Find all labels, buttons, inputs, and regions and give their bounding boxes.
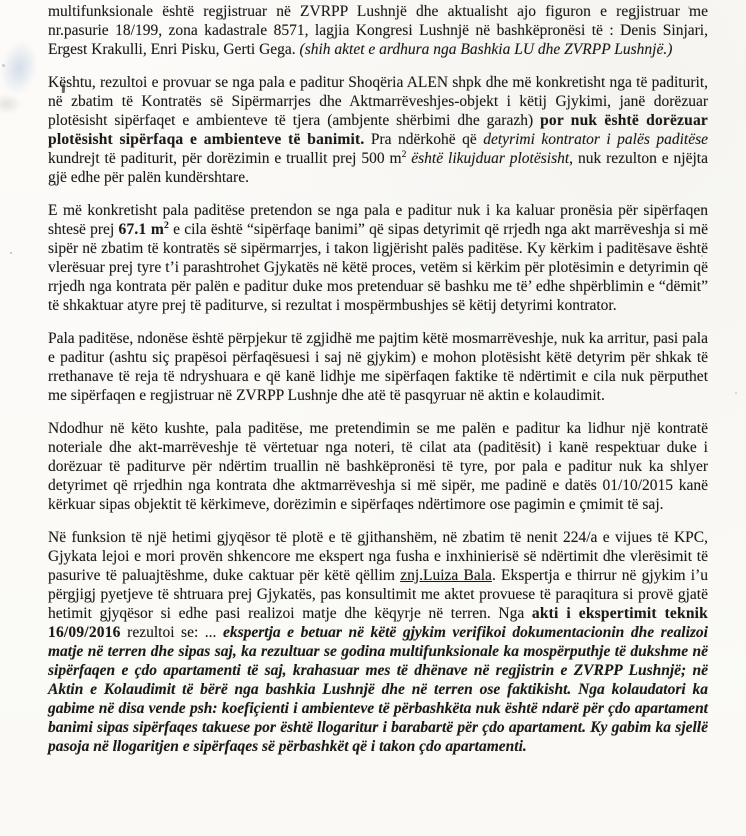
text-run: Kështu, rezultoi e provuar se nga pala e paditur Shoqëria ALEN shpk dhe më konkretisht nga të paditurit, në zbatim të Kontratës së Sipërmarrjes dhe Aktmarrëveshjes-objekt i këtij Gjykimi, janë dorëzuar plotësisht sipërfaqet e ambienteve të tjera (ambjente shërbimi dhe garazh) [48,74,708,129]
scan-speck [735,392,737,394]
text-run: e cila është “sipërfaqe banimi” që sipas detyrimit që rrjedh nga akt marrëveshja si më sipër në zbatim të kontratës së sipërmarrjes, i takon ligjërisht palës paditëse. Ky kërkim i paditësave është vlerësuar prej tyre t’i parashtrohet Gjykatës në këtë proces, vetëm si kërkim për plotësimin e detyrimin që rrjedh nga kontrata për palën e paditur duke mos pretenduar së bashku me të’ edhe shpërblimin e “dëmit” të shkaktuar atyre prej të paditurve, si rezultat i mospërmbushjes së këtij detyrimi kontrator. [48,221,708,314]
text-run: akti i ekspertimit teknik 16/09/2016 [48,605,708,641]
text-run: E më konkretisht pala paditëse pretendon se nga pala e paditur nuk i ka kaluar pronësia për sipërfaqen shtesë prej [48,202,708,238]
paragraph-4 [48,329,708,405]
text-run: Pra ndërkohë që [364,131,484,148]
text-run: znj.Luiza Bala [400,567,492,584]
text-run: ekspertja e betuar në këtë gjykim verifikoi dokumentacionin dhe realizoi matje në terren dhe sipas saj, ka rezultuar se godina multifunksionale ka mospërputhje të dukshme në sipërfaqen e çdo apartamenti të saj, krahasuar mes të dhënave në regjistrin e ZVRPP Lushnjë; në Aktin e Kolaudimit të bërë nga bashkia Lushnjë dhe në terren ose faktikisht. Nga kolaudatori ka gabime në disa vende psh: koefiçienti i ambienteve të përbashkëta nuk është ndarë për çdo apartament banimi sipas sipërfaqes takuese por është llogaritur i barabartë për çdo apartament. Ky gabim ka sjellë pasoja në llogaritjen e sipërfaqes së përbashkët që i takon çdo apartamenti. [48,624,708,755]
text-run: Pala paditëse, ndonëse është përpjekur të zgjidhë me pajtim këtë mosmarrëveshje, nuk ka arritur, pasi pala e paditur (ashtu siç prapësoi përfaqësuesi i saj në gjykim) e mohon plotësisht këtë detyrim për shkak të rrethanave të reja të ndryshuara e që kanë lidhje me sipërfaqen faktike të ndërtimit e cila nuk përputhet me sipërfaqen e regjistruar në ZVRPP Lushnje dhe atë të pasqyruar në aktin e kolaudimit. [48,330,708,404]
scan-speck [2,64,5,67]
text-run: (shih aktet e ardhura nga Bashkia LU dhe ZVRPP Lushnjë.) [299,41,673,58]
paragraph-1 [48,2,708,59]
scan-speck [10,252,12,254]
text-run: është likujduar plotësisht [406,150,570,167]
text-run: kundrejt të paditurit, për dorëzimin e truallit prej 500 m [48,150,402,167]
text-run: rezultoi se: ... [120,624,223,641]
text-run: , nuk rezulton e njëjta gjë edhe për palën kundërshtare. [48,150,708,186]
text-run: detyrimi kontrator i palës paditëse [483,131,708,148]
document-text-block [48,2,708,770]
paragraph-2 [48,73,708,187]
paragraph-3 [48,201,708,315]
blue-stamp-smudge [0,39,41,97]
text-run: 2 [401,148,407,160]
text-run: por nuk është dorëzuar plotësisht sipërfaqa e ambienteve të banimit. [48,112,708,148]
scan-edge-smudge [0,94,22,114]
text-run: Në funksion të një hetimi gjyqësor të plotë e të gjithanshëm, në zbatim të nenit 224/a e vijues të KPC, Gjykata lejoi e mori provën shkencore me ekspert nga fusha e inxhinierisë së ndërtimit dhe vlerësimit të pasurive të paluajtëshme, duke caktuar për këtë qëllim [48,529,708,584]
paragraph-6 [48,528,708,756]
paragraph-5 [48,419,708,514]
text-run: 2 [164,219,169,231]
text-run: . Ekspertja e thirrur në gjykim i’u përgjigj pyetjeve të shtruara prej Gjykatës, pas konsultimit me aktet provuese të paraqitura si provë gjatë hetimit gjyqësor si edhe pasi realizoi matje dhe këqyrje në terren. Nga [48,567,709,622]
text-run: 67.1 m [118,221,165,238]
text-run: Ndodhur në këto kushte, pala paditëse, me pretendimin se me palën e paditur ka lidhur një kontratë noteriale dhe akt-marrëveshje të vërtetuar nga noteri, të cilat ata (paditësit) i kanë respektuar duke i dorëzuar të paditurve për ndërtim truallin në bashkëpronësi të tyre, por pala e paditur nuk ka shlyer detyrimet që rrjedhin nga kontrata dhe aktmarrëveshja si më sipër, me padinë e datës 01/10/2015 kanë kërkuar sipas objektit të kërkimeve, dorëzimin e sipërfaqes ndërtimore ose pagimin e çmimit të saj. [48,420,708,513]
text-run: multifunksionale është regjistruar në ZVRPP Lushnjë dhe aktualisht ajo figuron e regjistruar me nr.pasurie 18/199, zona kadastrale 8571, lagjia Kongresi Lushnjë në bashkëpronësi të : Denis Sinjari, Ergest Krakulli, Enri Pisku, Gerti Gega. [48,3,708,58]
